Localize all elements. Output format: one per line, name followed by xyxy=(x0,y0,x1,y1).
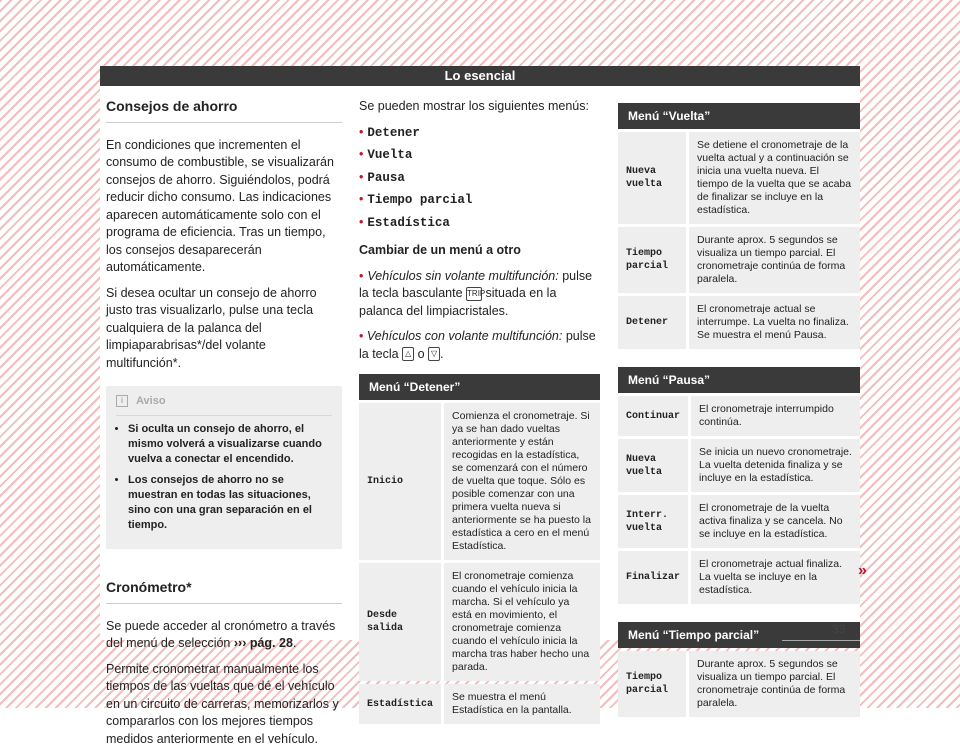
menu-list-item: • Estadística xyxy=(359,214,450,230)
middle-column xyxy=(359,98,600,727)
row-value: Se inicia un nuevo cronometraje. La vuelta detenida finaliza y se incluye en la estadística. xyxy=(691,439,860,492)
table-row xyxy=(618,551,860,604)
table-detener xyxy=(359,371,600,727)
menu-list-item: • Vuelta xyxy=(359,147,413,162)
aviso-header: i Aviso xyxy=(116,386,332,416)
menu-list-item: • Detener xyxy=(359,124,420,140)
page-link[interactable]: ››› pág. 28 xyxy=(233,636,293,650)
table-row xyxy=(618,495,860,548)
row-value: El cronometraje actual finaliza. La vuelta se incluye en la estadística. xyxy=(691,551,860,604)
row-key: Finalizar xyxy=(618,551,691,604)
section-title-ahorro: Consejos de ahorro xyxy=(106,98,342,123)
down-key-icon: ▽ xyxy=(428,347,440,361)
table-title: Menú “Detener” xyxy=(359,374,600,400)
row-key: Nueva vuelta xyxy=(618,439,691,492)
table-row xyxy=(359,684,600,724)
up-key-icon: △ xyxy=(402,347,414,361)
page-number-rule xyxy=(782,640,860,641)
continue-arrow-icon: » xyxy=(858,562,867,579)
row-key: Interr. vuelta xyxy=(618,495,691,548)
paragraph: En condiciones que incrementen el consumo de combustible, se visualizarán consejos de ahorro. Siguiéndolos, podrá reducir dicho consumo. Las indicaciones aparecen automáticamente solo con el programa de eficiencia. Tras un tiempo, los consejos desaparecerán automáticamente. xyxy=(106,137,334,274)
menu-list-item: • Tiempo parcial xyxy=(359,192,473,207)
right-column xyxy=(618,100,860,720)
section-title-cronometro: Cronómetro* xyxy=(106,579,342,604)
row-key: Inicio xyxy=(359,403,444,560)
row-value: Durante aprox. 5 segundos se visualiza un tiempo parcial. El cronometraje continúa de forma paralela. xyxy=(689,651,860,717)
row-value: Durante aprox. 5 segundos se visualiza un tiempo parcial. El cronometraje continúa de forma paralela. xyxy=(689,227,860,293)
aviso-item: • Si oculta un consejo de ahorro, el mismo volverá a visualizarse cuando vuelva a conectar el encendido. xyxy=(128,422,332,467)
aviso-box xyxy=(106,386,342,549)
page-number: 33 xyxy=(832,622,846,636)
row-key: Estadística xyxy=(359,684,444,724)
table-title: Menú “Pausa” xyxy=(618,367,860,393)
row-value: Comienza el cronometraje. Si ya se han dado vueltas anteriormente y están recogidas en la estadística, se comenzará con el número de vuelta que toque. Sólo es posible comenzar con una primera vuelta nueva si anteriormente se ha puesto la estadística a cero en el menú Estadística. xyxy=(444,403,600,560)
row-key: Tiempo parcial xyxy=(618,651,689,717)
table-row xyxy=(359,403,600,560)
bullet-con-volante: • Vehículos con volante multifunción: pulse la tecla △ o ▽ . xyxy=(359,329,596,361)
table-row xyxy=(618,296,860,349)
row-value: Se detiene el cronometraje de la vuelta actual y a continuación se inicia una vuelta nueva. El tiempo de la vuelta que se acaba de finalizar se incluye en la estadística. xyxy=(689,132,860,224)
row-value: El cronometraje de la vuelta activa finaliza y se cancela. No se incluye en la estadística. xyxy=(691,495,860,548)
page-header: Lo esencial xyxy=(100,66,860,86)
bullet-sin-volante: • Vehículos sin volante multifunción: pulse la tecla basculante TRIP situada en la palanca del limpiacristales. xyxy=(359,268,593,318)
row-key: Continuar xyxy=(618,396,691,436)
row-value: Se muestra el menú Estadística en la pantalla. xyxy=(444,684,600,724)
table-row xyxy=(618,132,860,224)
table-row xyxy=(618,396,860,436)
row-value: El cronometraje actual se interrumpe. La vuelta no finaliza. Se muestra el menú Pausa. xyxy=(689,296,860,349)
table-row xyxy=(618,651,860,717)
row-key: Detener xyxy=(618,296,689,349)
intro: Se pueden mostrar los siguientes menús: xyxy=(359,99,589,113)
subtitle: Cambiar de un menú a otro xyxy=(359,243,521,257)
trip-key-icon: TRIP xyxy=(466,287,482,301)
aviso-item: • Los consejos de ahorro no se muestran en todas las situaciones, sino con una gran separación en el tiempo. xyxy=(128,473,332,533)
left-column xyxy=(106,98,342,756)
table-row xyxy=(618,227,860,293)
table-title: Menú “Tiempo parcial” xyxy=(618,622,860,648)
table-title: Menú “Vuelta” xyxy=(618,103,860,129)
row-value: El cronometraje interrumpido continúa. xyxy=(691,396,860,436)
table-vuelta xyxy=(618,100,860,352)
table-tiempo-parcial xyxy=(618,619,860,720)
paragraph: Se puede acceder al cronómetro a través del menú de selección ››› pág. 28. xyxy=(106,618,336,650)
row-value: El cronometraje comienza cuando el vehículo inicia la marcha. Si el vehículo ya está en movimiento, el cronometraje comienza cuando el vehículo inicia la marcha tras haber hecho una parada. xyxy=(444,563,600,681)
row-key: Tiempo parcial xyxy=(618,227,689,293)
menu-list xyxy=(359,124,600,233)
menu-list-item: • Pausa xyxy=(359,169,405,185)
row-key: Desde salida xyxy=(359,563,444,681)
info-icon: i xyxy=(116,395,128,407)
row-key: Nueva vuelta xyxy=(618,132,689,224)
paragraph: Permite cronometrar manualmente los tiempos de las vueltas que dé el vehículo en un circuito de carreras, memorizarlos y compararlos con los mejores tiempos medidos anteriormente en el vehículo. xyxy=(106,661,339,746)
paragraph: Si desea ocultar un consejo de ahorro justo tras visualizarlo, pulse una tecla cualquiera de la palanca del limpiaparabrisas*/del volante multifunción*. xyxy=(106,285,317,370)
table-row xyxy=(618,439,860,492)
table-pausa xyxy=(618,364,860,607)
table-row xyxy=(359,563,600,681)
